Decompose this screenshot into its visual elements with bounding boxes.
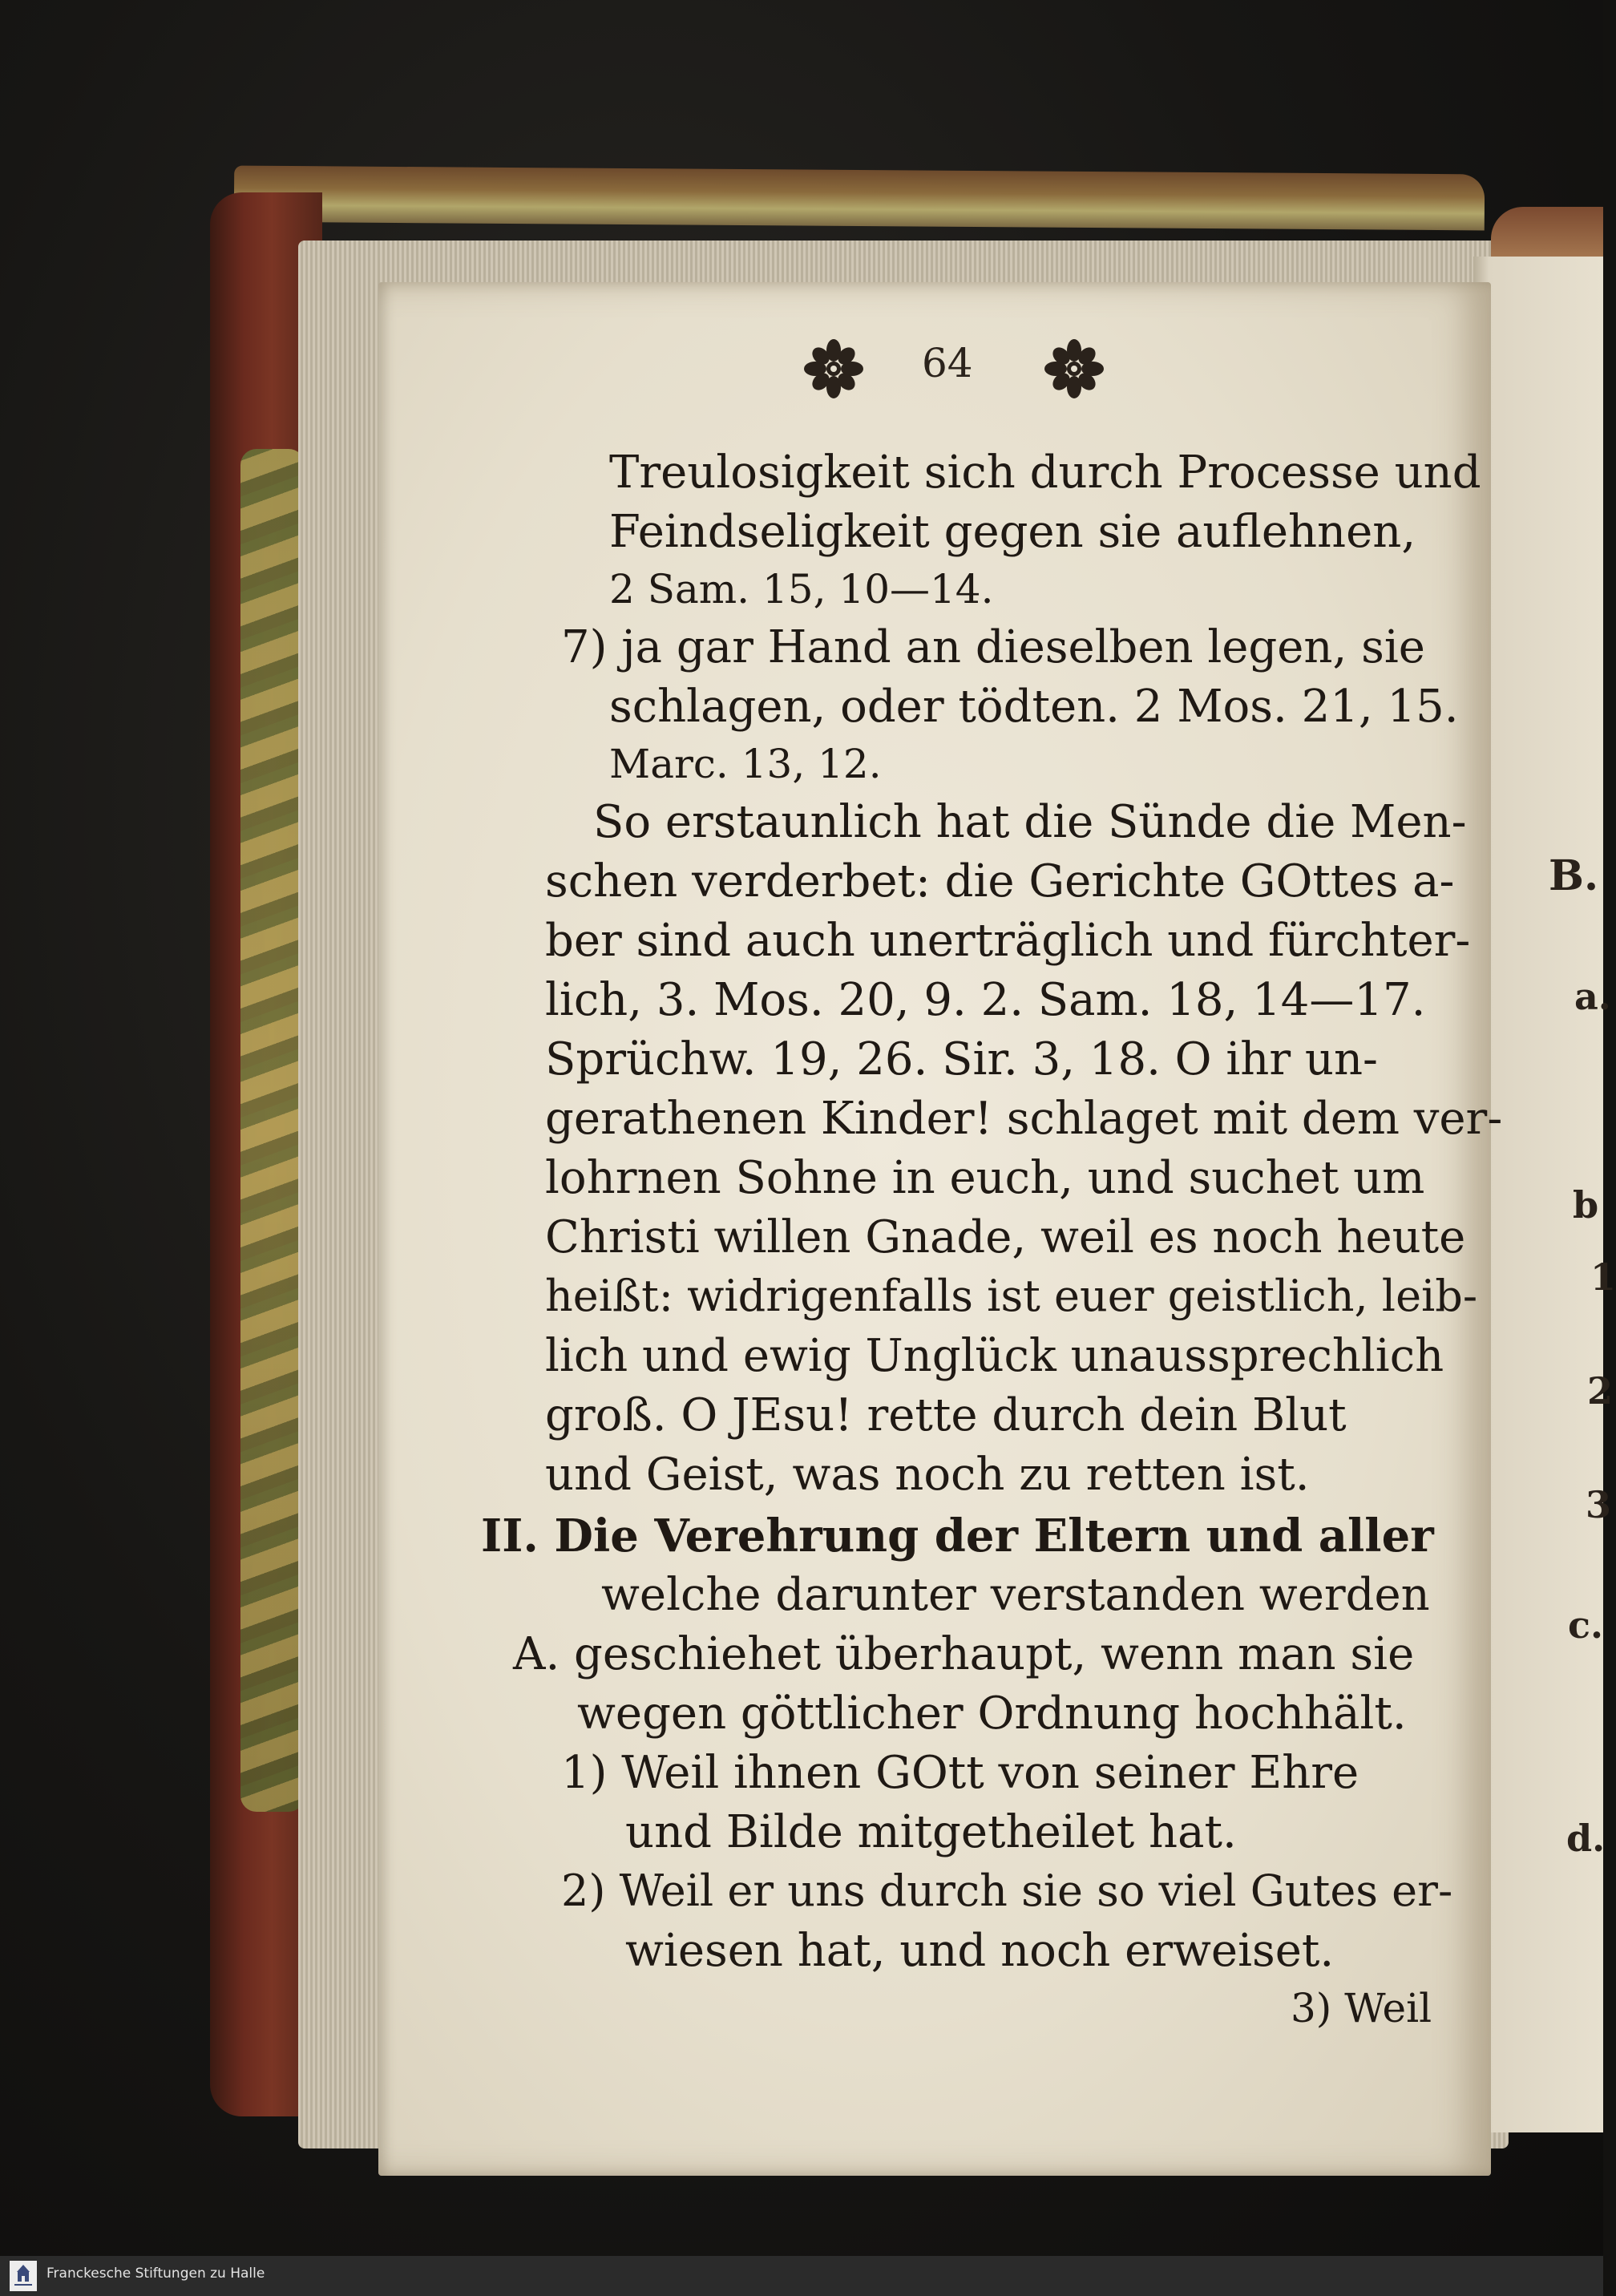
institution-logo-icon <box>10 2261 37 2291</box>
facing-page-fragment: 2 <box>1587 1369 1614 1413</box>
text-line: gerathenen Kinder! schlaget mit dem ver- <box>545 1093 1503 1145</box>
text-line: 2 Sam. 15, 10—14. <box>609 566 994 612</box>
text-line: Feindseligkeit gegen sie auflehnen, <box>609 506 1416 558</box>
catchword: 3) Weil <box>1291 1985 1432 2031</box>
page-header <box>802 337 1138 409</box>
next-cover-corner <box>1491 207 1603 263</box>
facing-page-fragment: a. <box>1574 975 1611 1018</box>
facing-page-fragment: d. <box>1566 1817 1606 1860</box>
text-line: So erstaunlich hat die Sünde die Men- <box>593 796 1467 848</box>
text-line: 1) Weil ihnen GOtt von seiner Ehre <box>561 1747 1359 1799</box>
text-line: Sprüchw. 19, 26. Sir. 3, 18. O ihr un- <box>545 1033 1378 1085</box>
text-line: lohrnen Sohne in euch, und suchet um <box>545 1152 1425 1204</box>
flower-ornament-icon <box>1042 337 1106 401</box>
text-line: lich, 3. Mos. 20, 9. 2. Sam. 18, 14—17. <box>545 974 1426 1026</box>
text-line: 2) Weil er uns durch sie so viel Gutes er- <box>561 1866 1453 1916</box>
text-line: 7) ja gar Hand an dieselben legen, sie <box>561 621 1425 673</box>
text-line: ber sind auch unerträglich und fürchter- <box>545 915 1471 967</box>
text-line: schen verderbet: die Gerichte GOttes a- <box>545 855 1455 907</box>
text-line: schlagen, oder tödten. 2 Mos. 21, 15. <box>609 681 1459 733</box>
book-top-edge <box>234 166 1485 231</box>
facing-page-fragment: 1 <box>1590 1255 1616 1299</box>
facing-page-fragment: B. <box>1549 851 1599 900</box>
text-line: lich und ewig Unglück unaussprechlich <box>545 1330 1444 1382</box>
text-line: groß. O JEsu! rette durch dein Blut <box>545 1389 1347 1441</box>
text-line: A. geschiehet überhaupt, wenn man sie <box>513 1628 1415 1680</box>
text-line: wiesen hat, und noch erweiset. <box>625 1925 1335 1977</box>
text-line: und Geist, was noch zu retten ist. <box>545 1449 1310 1501</box>
text-line: heißt: widrigenfalls ist euer geistlich, leib- <box>545 1271 1478 1321</box>
facing-page-fragment: c. <box>1568 1603 1604 1647</box>
text-line: Marc. 13, 12. <box>609 741 882 787</box>
page-number: 64 <box>922 340 973 386</box>
text-line: Christi willen Gnade, weil es noch heute <box>545 1211 1466 1263</box>
facing-page-fragment: 3 <box>1586 1483 1612 1526</box>
text-line: wegen göttlicher Ordnung hochhält. <box>577 1688 1407 1740</box>
flower-ornament-icon <box>802 337 866 401</box>
text-line: welche darunter verstanden werden <box>601 1569 1430 1621</box>
text-line: und Bilde mitgetheilet hat. <box>625 1806 1237 1858</box>
institution-name: Franckesche Stiftungen zu Halle <box>46 2266 265 2282</box>
section-heading: II. Die Verehrung der Eltern und aller <box>481 1510 1434 1562</box>
text-line: Treulosigkeit sich durch Processe und <box>609 447 1481 499</box>
facing-page-fragment: b <box>1573 1183 1599 1227</box>
footer-bar <box>0 2256 1603 2296</box>
facing-page <box>1473 257 1616 2132</box>
marbled-endpaper <box>240 449 305 1812</box>
